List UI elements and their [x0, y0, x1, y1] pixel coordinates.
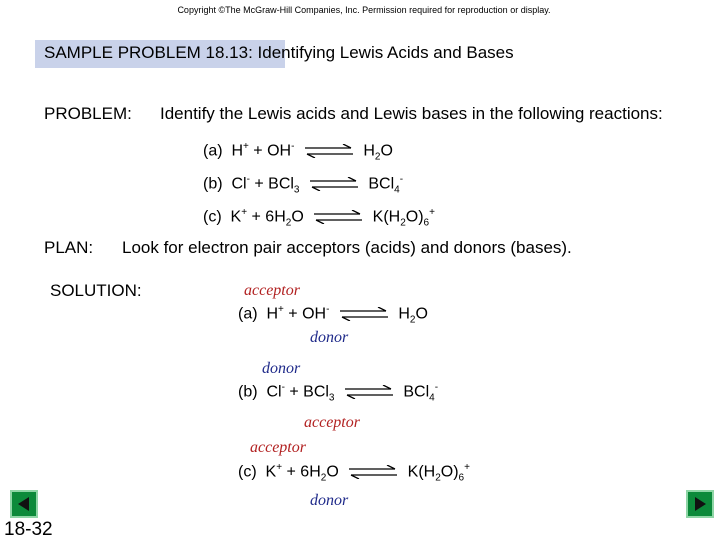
- equilibrium-arrow-icon: [312, 210, 364, 224]
- equilibrium-arrow-icon: [347, 465, 399, 479]
- page-number: 18-32: [4, 519, 53, 540]
- equilibrium-arrow-icon: [343, 385, 395, 399]
- label-donor-b: donor: [262, 360, 301, 377]
- slide-title: SAMPLE PROBLEM 18.13: Identifying Lewis Acids and Bases: [44, 43, 514, 62]
- triangle-right-icon: [688, 492, 712, 516]
- equilibrium-arrow-icon: [338, 307, 390, 321]
- label-donor-a: donor: [310, 329, 349, 346]
- problem-label: PROBLEM:: [44, 104, 132, 123]
- label-donor-c: donor: [310, 492, 349, 509]
- prev-slide-button[interactable]: [10, 490, 38, 518]
- triangle-left-icon: [12, 492, 36, 516]
- solution-label: SOLUTION:: [50, 281, 142, 300]
- reaction-a: (a) H+ + OH- $H_2O$: [203, 141, 393, 163]
- label-acceptor-a: acceptor: [244, 282, 300, 299]
- plan-text: Look for electron pair acceptors (acids) and donors (bases).: [122, 238, 572, 257]
- label-acceptor-b: acceptor: [304, 414, 360, 431]
- solution-reaction-a: (a) H+ + OH- $H_2O$: [238, 304, 428, 326]
- reaction-c: (c) $K^+ + 6H_2O$ $K(H_2O)_6^+$: [203, 207, 435, 229]
- equilibrium-arrow-icon: [303, 144, 355, 158]
- copyright-notice: Copyright ©The McGraw-Hill Companies, Inc. Permission required for reproduction or display.: [177, 5, 551, 15]
- next-slide-button[interactable]: [686, 490, 714, 518]
- solution-reaction-c: (c) $K^+ + 6H_2O$ $K(H_2O)_6^+$: [238, 462, 470, 484]
- plan-label: PLAN:: [44, 238, 94, 257]
- problem-text: Identify the Lewis acids and Lewis bases in the following reactions:: [160, 104, 663, 123]
- reaction-b: (b) Cl- + BCl$_3$ BCl$_4$-: [203, 174, 404, 196]
- equilibrium-arrow-icon: [308, 177, 360, 191]
- solution-reaction-b: (b) Cl- + BCl$_3$ BCl$_4$-: [238, 382, 439, 404]
- label-acceptor-c: acceptor: [250, 439, 306, 456]
